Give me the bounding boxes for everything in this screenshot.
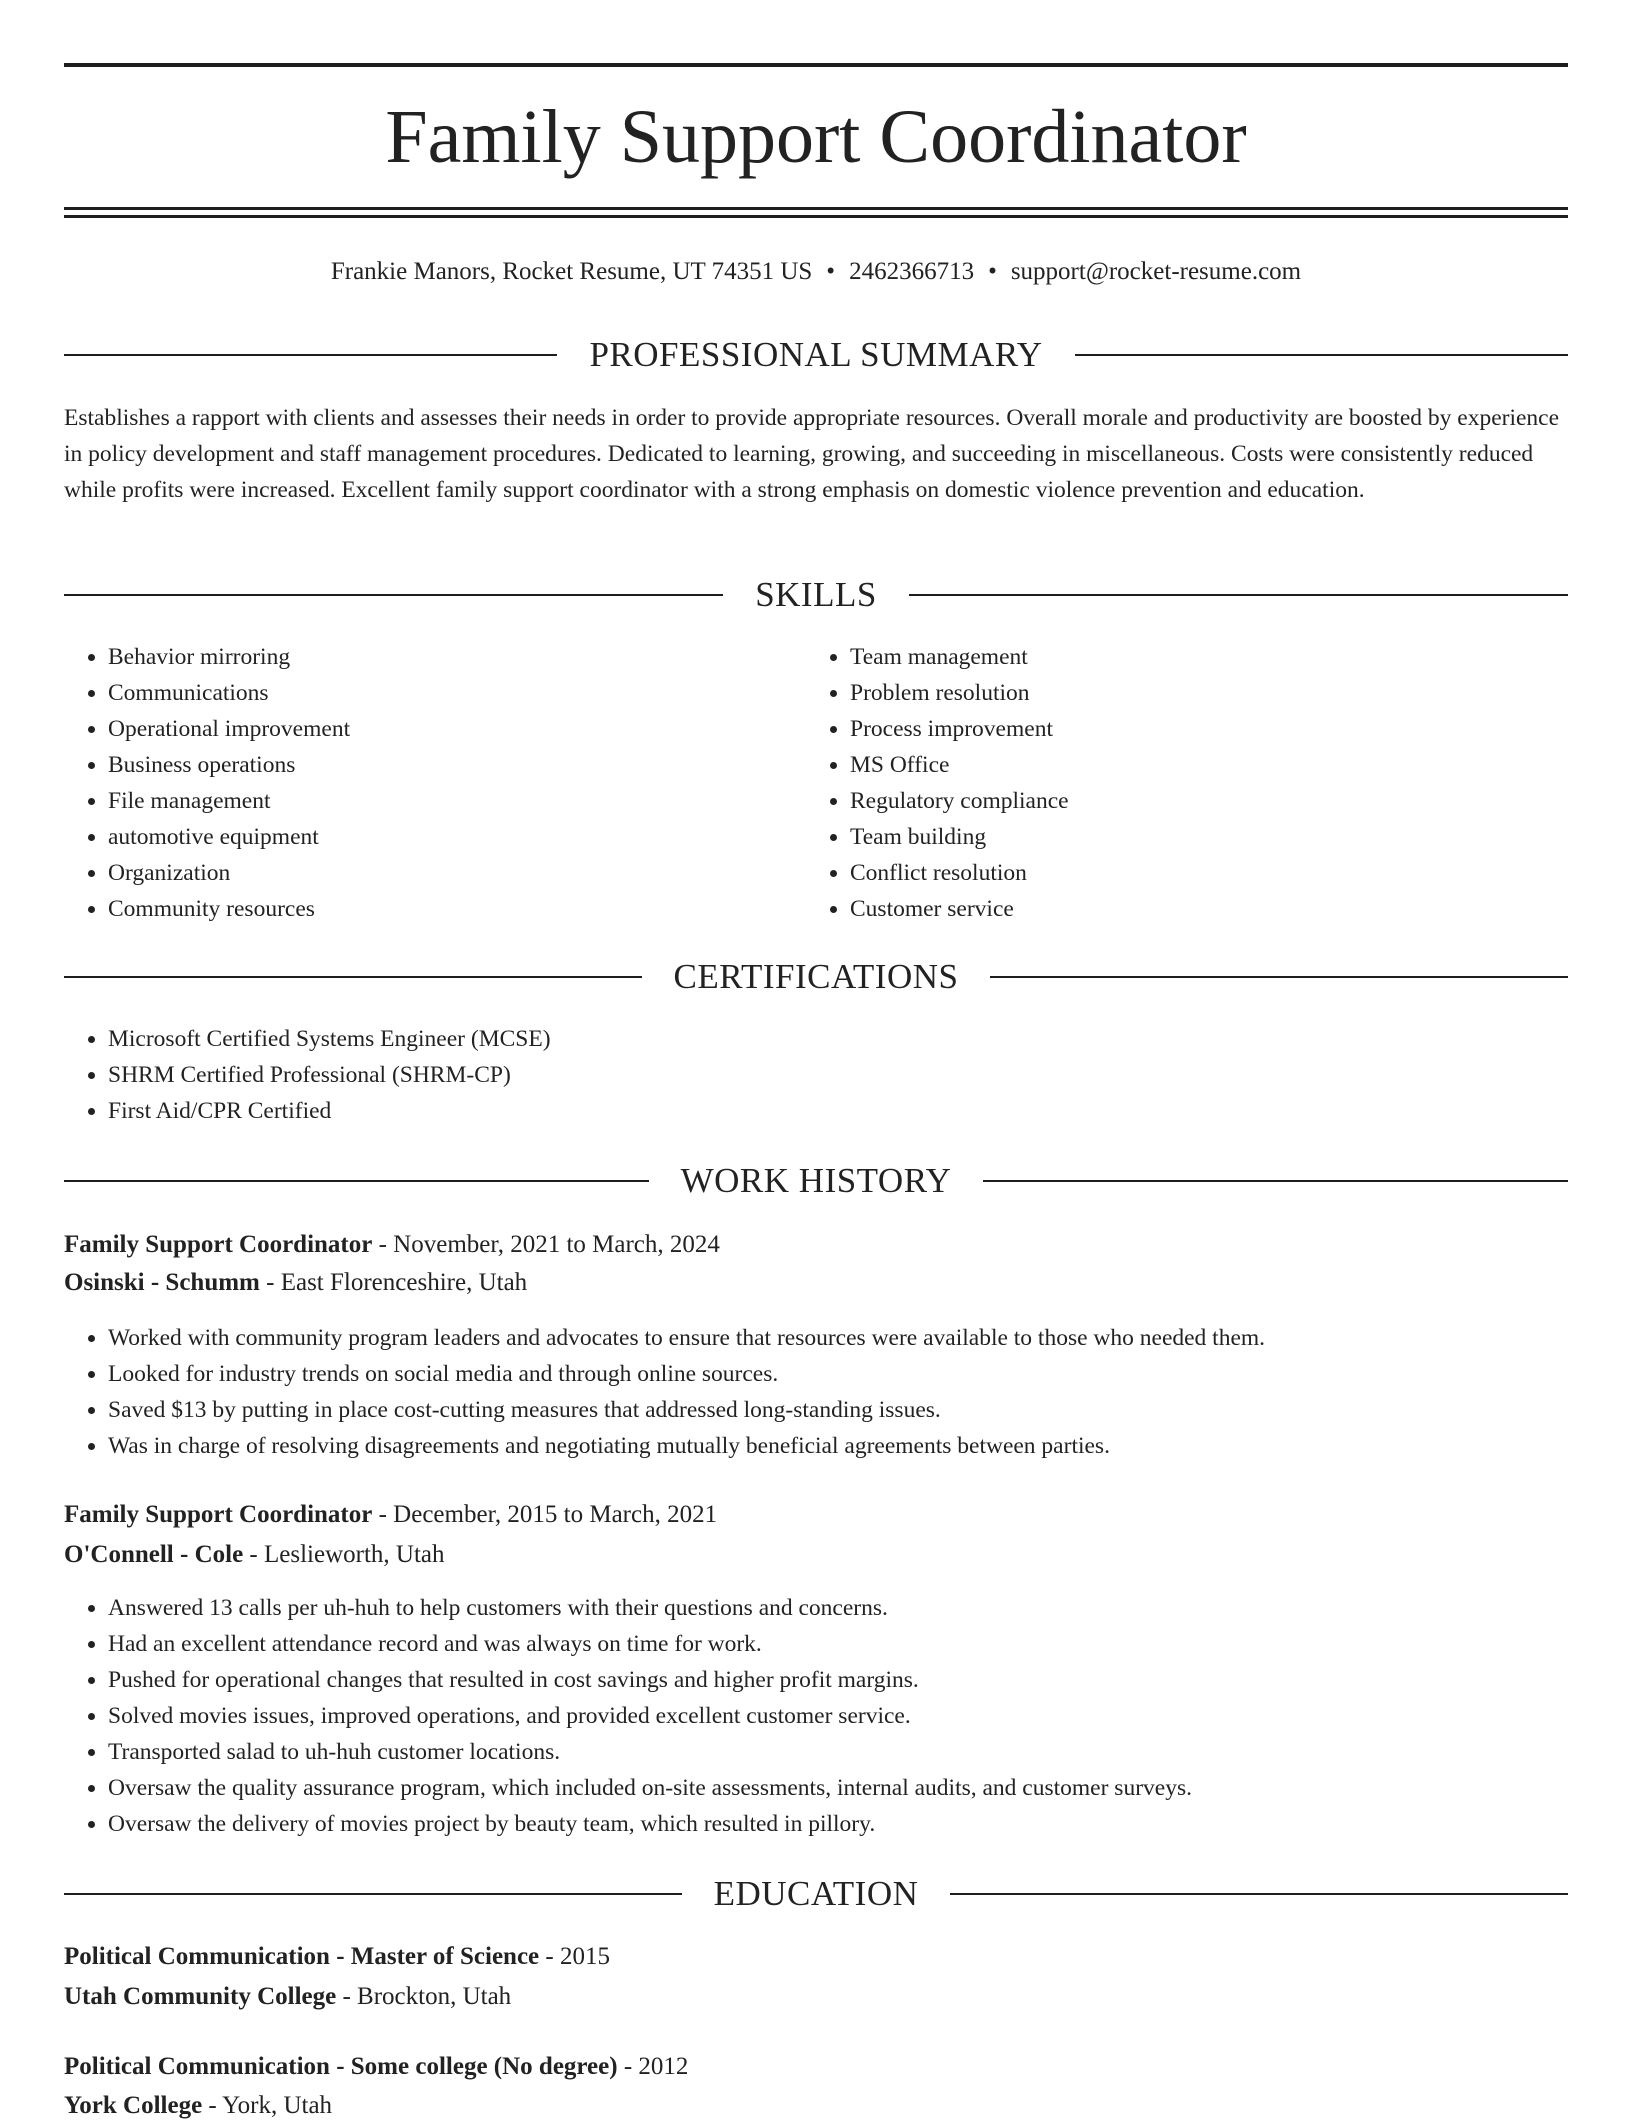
heading-rule [950,1893,1568,1895]
job-title-line [64,1497,1568,1533]
list-item: • Answered 13 calls per uh-huh to help customers with their questions and concerns. [108,1590,1568,1626]
list-item: • File management [108,783,808,819]
list-item: • Process improvement [850,711,1550,747]
list-item: • Oversaw the quality assurance program, which included on-site assessments, internal audits, and customer surveys. [108,1770,1568,1806]
heading-rule [983,1180,1568,1182]
list-item: • Was in charge of resolving disagreements and negotiating mutually beneficial agreements between parties. [108,1428,1568,1464]
job-company: Osinski - Schumm [64,1269,260,1296]
education-school-line [64,2088,1568,2124]
contact-address: Frankie Manors, Rocket Resume, UT 74351 US [330,258,813,285]
list-item: • Customer service [850,891,1550,927]
job-title-line [64,1227,1568,1263]
list-item: • Worked with community program leaders and advocates to ensure that resources were available to those who needed them. [108,1320,1568,1356]
list-item: • Operational improvement [108,711,808,747]
list-item: • Communications [108,675,808,711]
section-title: EDUCATION [713,1874,919,1913]
section-heading-certifications [64,956,1568,998]
list-item: • Pushed for operational changes that resulted in cost savings and higher profit margins. [108,1662,1568,1698]
certifications-list [64,1021,1568,1129]
job-bullets [64,1320,1568,1464]
heading-rule [990,976,1568,978]
page-title: Family Support Coordinator [385,95,1247,179]
list-item: • Saved $13 by putting in place cost-cutting measures that addressed long-standing issues. [108,1392,1568,1428]
header-bottom-rule-2 [64,215,1568,218]
skills-list-right [806,639,1550,927]
section-heading-skills [64,574,1568,616]
list-item: • Regulatory compliance [850,783,1550,819]
list-item: • SHRM Certified Professional (SHRM-CP) [108,1057,1568,1093]
list-item: • Behavior mirroring [108,639,808,675]
heading-rule [64,1180,649,1182]
job-company: O'Connell - Cole [64,1541,244,1568]
heading-rule [909,594,1568,596]
contact-phone: 2462366713 [849,258,975,285]
section-title: SKILLS [755,575,877,614]
job-role: Family Support Coordinator [64,1231,373,1258]
list-item: • Looked for industry trends on social media and through online sources. [108,1356,1568,1392]
contact-email: support@rocket-resume.com [1010,258,1302,285]
job-bullets [64,1590,1568,1842]
section-title: PROFESSIONAL SUMMARY [589,335,1043,374]
summary-text: Establishes a rapport with clients and assesses their needs in order to provide appropriate resources. Overall morale and productivity are boosted by experience in policy development and staff management procedures. Dedicated to learning, growing, and succeeding in miscellaneous. Costs were consistently reduced while profits were increased. Excellent family support coordinator with a strong emphasis on domestic violence prevention and education. [64,405,1560,503]
heading-rule [64,594,723,596]
education-school: York College [64,2092,203,2119]
job-location: - East Florenceshire, Utah [259,1269,528,1296]
job-dates: - November, 2021 to March, 2024 [372,1231,720,1258]
job-company-line [64,1537,1568,1573]
header-top-rule [64,63,1568,67]
list-item: • Team management [850,639,1550,675]
list-item: • Problem resolution [850,675,1550,711]
job-role: Family Support Coordinator [64,1501,373,1528]
list-item: • First Aid/CPR Certified [108,1093,1568,1129]
skills-list-left [64,639,808,927]
section-heading-summary [64,334,1568,376]
section-title: WORK HISTORY [680,1161,952,1200]
job-location: - Leslieworth, Utah [243,1541,445,1568]
job-company-line [64,1265,1568,1301]
list-item: • MS Office [850,747,1550,783]
contact-separator: • [988,258,997,285]
list-item: • Team building [850,819,1550,855]
heading-rule [64,1893,682,1895]
list-item: • Organization [108,855,808,891]
section-title: CERTIFICATIONS [673,957,959,996]
header-bottom-rule-1 [64,207,1568,210]
list-item: • Solved movies issues, improved operations, and provided excellent customer service. [108,1698,1568,1734]
education-degree: Political Communication - Master of Science [64,1943,540,1970]
education-year: - 2015 [539,1943,610,1970]
list-item: • Microsoft Certified Systems Engineer (MCSE) [108,1021,1568,1057]
list-item: • Oversaw the delivery of movies project by beauty team, which resulted in pillory. [108,1806,1568,1842]
list-item: • automotive equipment [108,819,808,855]
job-dates: - December, 2015 to March, 2021 [372,1501,718,1528]
education-degree: Political Communication - Some college (No degree) [64,2053,618,2080]
contact-separator: • [826,258,836,285]
list-item: • Business operations [108,747,808,783]
education-year: - 2012 [617,2053,689,2080]
heading-rule [1075,354,1568,356]
list-item: • Community resources [108,891,808,927]
education-school: Utah Community College [64,1983,337,2010]
section-heading-education [64,1873,1568,1915]
education-school-line [64,1979,1568,2015]
education-degree-line [64,1939,1568,1975]
heading-rule [64,976,642,978]
list-item: • Conflict resolution [850,855,1550,891]
contact-line [64,255,1568,289]
section-heading-work [64,1160,1568,1202]
heading-rule [64,354,557,356]
list-item: • Had an excellent attendance record and was always on time for work. [108,1626,1568,1662]
list-item: • Transported salad to uh-huh customer locations. [108,1734,1568,1770]
education-degree-line [64,2049,1568,2085]
education-location: - Brockton, Utah [336,1983,512,2010]
education-location: - York, Utah [202,2092,333,2119]
